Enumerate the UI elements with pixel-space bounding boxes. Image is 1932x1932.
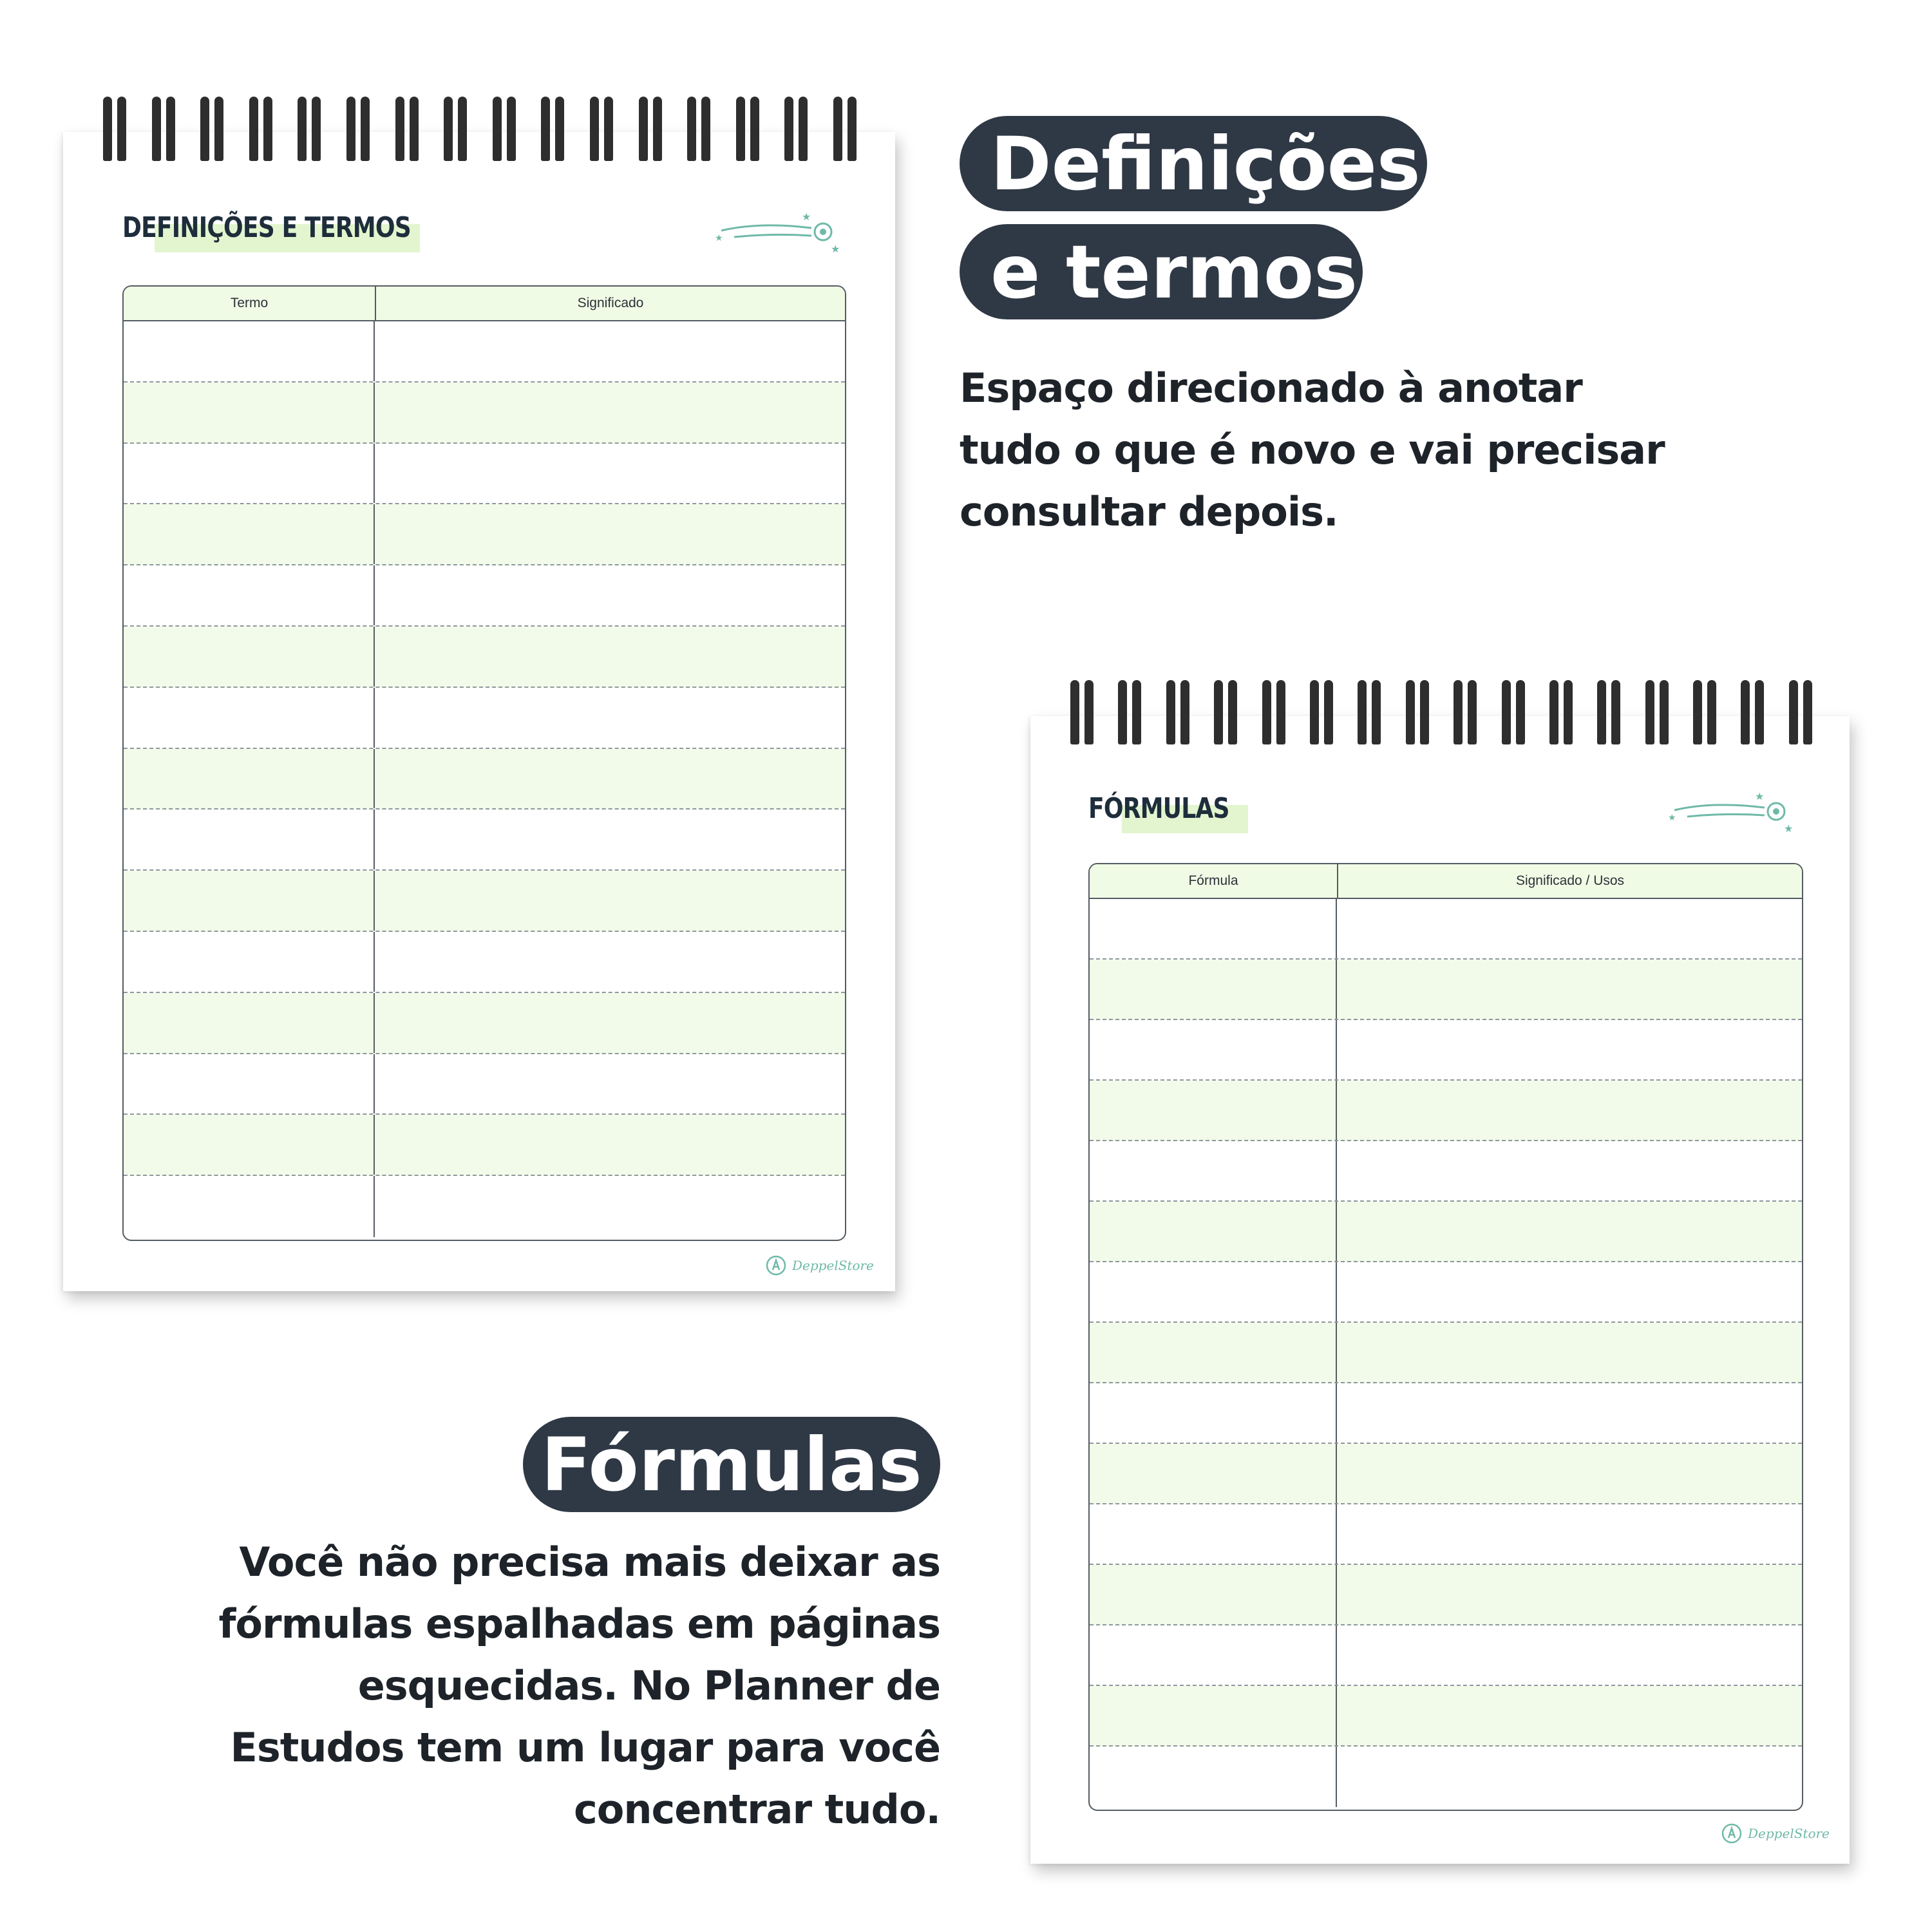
spiral-ring bbox=[1502, 680, 1525, 744]
svg-text:★: ★ bbox=[1668, 813, 1676, 823]
spiral-ring bbox=[590, 97, 613, 161]
description-line: esquecidas. No Planner de bbox=[357, 1662, 940, 1709]
table-cell[interactable] bbox=[1337, 1262, 1802, 1321]
description-line: tudo o que é novo e vai precisar bbox=[960, 426, 1665, 473]
spiral-ring bbox=[1597, 680, 1620, 744]
table-row bbox=[124, 1115, 845, 1176]
table-cell[interactable] bbox=[375, 993, 845, 1053]
table-cell[interactable] bbox=[375, 1115, 845, 1175]
svg-text:★: ★ bbox=[1755, 790, 1765, 802]
table-row bbox=[124, 993, 845, 1054]
table-row bbox=[124, 504, 845, 565]
svg-text:★: ★ bbox=[802, 211, 811, 223]
table-cell[interactable] bbox=[1337, 1081, 1802, 1140]
table-row bbox=[1090, 1504, 1802, 1565]
table-cell[interactable] bbox=[124, 565, 375, 625]
table-row bbox=[1090, 1625, 1802, 1686]
spiral-ring bbox=[346, 97, 370, 161]
comet-icon bbox=[715, 210, 850, 255]
table-cell[interactable] bbox=[124, 504, 375, 564]
table-cell[interactable] bbox=[375, 810, 845, 869]
table-cell[interactable] bbox=[124, 993, 375, 1053]
svg-text:★: ★ bbox=[1784, 822, 1794, 835]
spiral-ring bbox=[833, 97, 857, 161]
spiral-ring bbox=[1454, 680, 1477, 744]
table-body bbox=[124, 321, 845, 1237]
spiral-ring bbox=[1310, 680, 1333, 744]
table-cell[interactable] bbox=[375, 932, 845, 992]
definitions-table bbox=[122, 285, 846, 1241]
table-row bbox=[1090, 1202, 1802, 1262]
spiral-binding bbox=[1070, 680, 1812, 744]
table-row bbox=[124, 321, 845, 383]
table-cell[interactable] bbox=[375, 321, 845, 381]
spiral-ring bbox=[687, 97, 710, 161]
table-row bbox=[1090, 1747, 1802, 1807]
table-cell[interactable] bbox=[124, 871, 375, 931]
table-cell[interactable] bbox=[1337, 1625, 1802, 1685]
spiral-ring bbox=[1358, 680, 1381, 744]
table-cell[interactable] bbox=[124, 688, 375, 748]
table-row bbox=[1090, 1565, 1802, 1625]
heading-text: Fórmulas bbox=[541, 1421, 922, 1508]
table-cell[interactable] bbox=[375, 444, 845, 504]
spiral-ring bbox=[1166, 680, 1189, 744]
table-cell[interactable] bbox=[1090, 1504, 1337, 1564]
column-header-significado: Significado bbox=[577, 296, 644, 310]
column-header-termo: Termo bbox=[124, 287, 376, 320]
table-cell[interactable] bbox=[124, 810, 375, 869]
spiral-ring bbox=[249, 97, 272, 161]
table-cell[interactable] bbox=[1090, 1625, 1337, 1685]
table-cell[interactable] bbox=[1337, 1686, 1802, 1745]
table-cell[interactable] bbox=[1337, 1504, 1802, 1564]
table-row bbox=[1090, 1141, 1802, 1202]
spiral-ring bbox=[444, 97, 467, 161]
table-row bbox=[1090, 1020, 1802, 1081]
table-row bbox=[1090, 1383, 1802, 1444]
table-cell[interactable] bbox=[1090, 1444, 1337, 1503]
table-cell[interactable] bbox=[1337, 1020, 1802, 1079]
spiral-ring bbox=[541, 97, 564, 161]
table-row bbox=[124, 383, 845, 444]
definitions-description bbox=[960, 357, 1668, 543]
spiral-ring bbox=[298, 97, 321, 161]
spiral-ring bbox=[1262, 680, 1285, 744]
table-cell[interactable] bbox=[375, 565, 845, 625]
spiral-ring bbox=[152, 97, 175, 161]
heading-pill-formulas bbox=[523, 1417, 940, 1512]
table-cell[interactable] bbox=[124, 444, 375, 504]
table-cell[interactable] bbox=[124, 1054, 375, 1114]
description-line: consultar depois. bbox=[960, 488, 1338, 535]
table-cell[interactable] bbox=[1337, 1383, 1802, 1443]
table-cell[interactable] bbox=[1337, 1444, 1802, 1503]
heading-text: Definições bbox=[990, 120, 1421, 207]
table-cell[interactable] bbox=[124, 1115, 375, 1175]
column-header-formula: Fórmula bbox=[1090, 864, 1338, 898]
table-row bbox=[124, 871, 845, 932]
table-row bbox=[124, 810, 845, 871]
table-cell[interactable] bbox=[375, 688, 845, 748]
description-line: Espaço direcionado à anotar bbox=[960, 365, 1582, 412]
table-row bbox=[1090, 1686, 1802, 1747]
heading-pill-termos bbox=[960, 224, 1363, 319]
table-cell[interactable] bbox=[1337, 1141, 1802, 1200]
spiral-ring bbox=[639, 97, 662, 161]
heading-pill-definicoes bbox=[960, 116, 1427, 211]
spiral-ring bbox=[493, 97, 516, 161]
table-cell[interactable] bbox=[124, 749, 375, 809]
table-cell[interactable] bbox=[1337, 1202, 1802, 1261]
table-cell[interactable] bbox=[375, 749, 845, 809]
table-row bbox=[124, 1176, 845, 1237]
table-row bbox=[124, 749, 845, 810]
table-cell[interactable] bbox=[1090, 1747, 1337, 1807]
table-cell[interactable] bbox=[1090, 1565, 1337, 1624]
table-cell[interactable] bbox=[1090, 1081, 1337, 1140]
table-header bbox=[1090, 864, 1802, 899]
table-cell[interactable] bbox=[1337, 1565, 1802, 1624]
table-cell[interactable] bbox=[1090, 1323, 1337, 1382]
brand-name: DeppelStore bbox=[792, 1258, 874, 1273]
spiral-ring bbox=[1693, 680, 1716, 744]
table-cell[interactable] bbox=[1090, 1383, 1337, 1443]
table-row bbox=[1090, 1444, 1802, 1504]
table-cell[interactable] bbox=[124, 1176, 375, 1237]
spiral-ring bbox=[736, 97, 759, 161]
page-title: DEFINIÇÕES E TERMOS bbox=[122, 211, 411, 244]
brand-name: DeppelStore bbox=[1748, 1826, 1830, 1841]
spiral-ring bbox=[1741, 680, 1764, 744]
table-cell[interactable] bbox=[1090, 1141, 1337, 1200]
spiral-ring bbox=[1214, 680, 1237, 744]
table-row bbox=[1090, 960, 1802, 1020]
table-body bbox=[1090, 899, 1802, 1807]
spiral-ring bbox=[395, 97, 419, 161]
table-row bbox=[1090, 1262, 1802, 1323]
brand-mark bbox=[1721, 1823, 1830, 1844]
spiral-ring bbox=[784, 97, 808, 161]
table-cell[interactable] bbox=[1090, 1020, 1337, 1079]
description-line: fórmulas espalhadas em páginas bbox=[218, 1600, 940, 1647]
table-cell[interactable] bbox=[1337, 1747, 1802, 1807]
table-cell[interactable] bbox=[1337, 899, 1802, 958]
spiral-ring bbox=[1070, 680, 1094, 744]
table-row bbox=[124, 627, 845, 688]
table-row bbox=[1090, 1081, 1802, 1141]
heading-text: e termos bbox=[990, 229, 1358, 315]
brand-logo-icon bbox=[1721, 1823, 1743, 1844]
svg-text:★: ★ bbox=[715, 233, 723, 243]
column-header-significado-usos: Significado / Usos bbox=[1515, 873, 1625, 888]
table-header bbox=[124, 287, 845, 321]
spiral-ring bbox=[200, 97, 223, 161]
table-cell[interactable] bbox=[1090, 1686, 1337, 1745]
table-cell[interactable] bbox=[375, 627, 845, 687]
table-row bbox=[124, 932, 845, 993]
table-cell[interactable] bbox=[1090, 1262, 1337, 1321]
table-row bbox=[124, 688, 845, 749]
spiral-ring bbox=[1645, 680, 1669, 744]
table-row bbox=[124, 444, 845, 505]
table-cell[interactable] bbox=[1090, 960, 1337, 1019]
brand-logo-icon bbox=[765, 1255, 787, 1276]
table-row bbox=[1090, 1323, 1802, 1383]
comet-icon bbox=[1668, 790, 1803, 835]
description-line: concentrar tudo. bbox=[574, 1786, 940, 1833]
table-cell[interactable] bbox=[1090, 1202, 1337, 1261]
table-cell[interactable] bbox=[1337, 1323, 1802, 1382]
brand-mark bbox=[765, 1255, 874, 1276]
table-cell[interactable] bbox=[375, 383, 845, 442]
spiral-ring bbox=[103, 97, 126, 161]
table-cell[interactable] bbox=[1090, 899, 1337, 958]
table-row bbox=[124, 1054, 845, 1115]
table-cell[interactable] bbox=[124, 383, 375, 442]
spiral-binding bbox=[103, 97, 857, 161]
table-cell[interactable] bbox=[375, 504, 845, 564]
table-cell[interactable] bbox=[1337, 960, 1802, 1019]
table-cell[interactable] bbox=[124, 932, 375, 992]
page-title: FÓRMULAS bbox=[1088, 792, 1229, 825]
table-cell[interactable] bbox=[375, 1176, 845, 1237]
table-row bbox=[1090, 899, 1802, 960]
spiral-ring bbox=[1789, 680, 1812, 744]
spiral-ring bbox=[1118, 680, 1141, 744]
svg-text:★: ★ bbox=[831, 243, 840, 255]
table-cell[interactable] bbox=[124, 627, 375, 687]
formulas-table bbox=[1088, 863, 1803, 1811]
table-cell[interactable] bbox=[375, 1054, 845, 1114]
spiral-ring bbox=[1406, 680, 1429, 744]
table-cell[interactable] bbox=[375, 871, 845, 931]
formulas-description bbox=[193, 1531, 940, 1841]
table-row bbox=[124, 565, 845, 627]
description-line: Estudos tem um lugar para você bbox=[230, 1724, 940, 1771]
spiral-ring bbox=[1549, 680, 1573, 744]
description-line: Você não precisa mais deixar as bbox=[239, 1539, 940, 1586]
table-cell[interactable] bbox=[124, 321, 375, 381]
